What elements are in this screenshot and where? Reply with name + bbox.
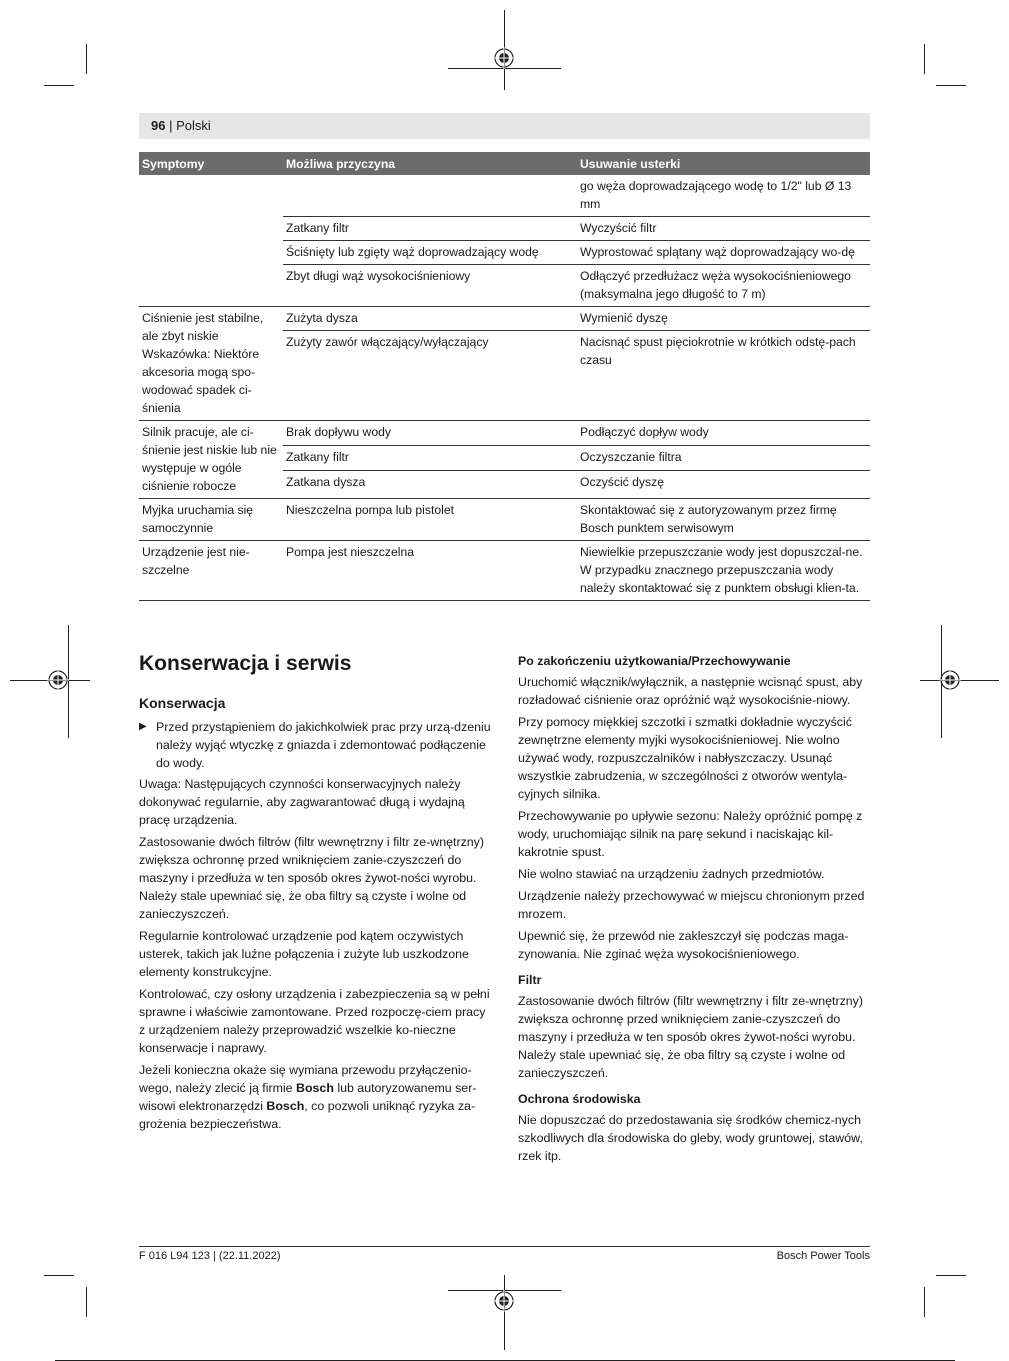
crop-mark: [86, 44, 87, 74]
crop-mark: [936, 85, 966, 86]
cause-cell: Zużyta dysza: [283, 307, 577, 331]
paragraph: Przy pomocy miękkiej szczotki i szmatki dokładnie wyczyścić zewnętrzne elementy myjki wysokociśnieniowej. Nie wolno używać wody, rozpuszczalników i nabłyszczaczy. Usunąć wszystkie zabrudzenia, w szczególności z otworów wentyla-cyjnych silnika.: [518, 715, 852, 801]
column-header-cause: Możliwa przyczyna: [283, 152, 577, 175]
symptom-cell: [139, 175, 283, 307]
fix-cell: Odłączyć przedłużacz węża wysokociśnieniowego (maksymalna jego długość to 7 m): [577, 265, 870, 307]
paragraph: Kontrolować, czy osłony urządzenia i zabezpieczenia są w pełni sprawne i właściwie zamontowane. Przed rozpoczę-ciem pracy z urządzeniem należy przeprowadzić wszelkie ko-nieczne konserwacje i naprawy.: [139, 987, 490, 1055]
registration-mark-icon: [47, 669, 69, 691]
table-row: [139, 307, 870, 331]
registration-mark-icon: [939, 669, 961, 691]
fix-cell: Nacisnąć spust pięciokrotnie w krótkich odstę-pach czasu: [577, 331, 870, 421]
page-footer: [139, 1246, 870, 1262]
crop-mark: [924, 1287, 925, 1317]
text-run: , co pozwoli uniknąć ryzyka za-grożenia bezpieczeństwa.: [139, 1099, 476, 1131]
left-column: [139, 694, 494, 1137]
warning-bullet: [139, 718, 494, 772]
paragraph: Należy stale upewniać się, że oba filtry są czyste i wolne od zanieczyszczeń.: [139, 889, 467, 921]
cause-cell: Zużyty zawór włączający/wyłączający: [283, 331, 577, 421]
paragraph: Regularnie kontrolować urządzenie pod kątem oczywistych usterek, takich jak luźne połączenia i zużyte lub uszkodzone elementy konstrukcyjne.: [139, 929, 469, 979]
brand-name: Bosch: [266, 1099, 305, 1113]
paragraph: Nie dopuszczać do przedostawania się środków chemicz-nych szkodliwych dla środowiska do gleby, wody gruntowej, stawów, rzek itp.: [518, 1113, 863, 1163]
crop-mark: [86, 1287, 87, 1317]
page-number: 96: [151, 118, 166, 133]
registration-mark-icon: [493, 47, 515, 69]
table-row: [139, 541, 870, 601]
cause-cell: Zatkana dysza: [283, 471, 577, 499]
heading-environment: Ochrona środowiska: [518, 1092, 641, 1106]
subsection-title: Konserwacja: [139, 695, 226, 711]
cause-cell: Zbyt długi wąż wysokociśnieniowy: [283, 265, 577, 307]
paragraph: Należy stale upewniać się, że oba filtry są czyste i wolne od zanieczyszczeń.: [518, 1048, 846, 1080]
registration-mark-icon: [493, 1290, 515, 1312]
paragraph: Uwaga: Następujących czynności konserwacyjnych należy dokonywać regularnie, aby zagwarantować długą i wydajną pracę urządzenia.: [139, 777, 465, 827]
fix-cell: Podłączyć dopływ wody: [577, 421, 870, 446]
fix-cell: Wyprostować splątany wąż doprowadzający wo-dę: [577, 241, 870, 265]
fix-cell: Skontaktować się z autoryzowanym przez firmę Bosch punktem serwisowym: [577, 499, 870, 541]
cause-cell: Zatkany filtr: [283, 217, 577, 241]
text-run: Jeżeli konieczna okaże się wymiana przewodu przyłączenio-wego, należy zlecić ją firmie: [139, 1063, 472, 1095]
brand-name: Bosch: [296, 1081, 334, 1095]
heading-filter: Filtr: [518, 973, 542, 987]
cause-cell: Nieszczelna pompa lub pistolet: [283, 499, 577, 541]
table-row: [139, 499, 870, 541]
fix-cell: Wymienić dyszę: [577, 307, 870, 331]
cause-cell: Zatkany filtr: [283, 446, 577, 471]
header-language: Polski: [176, 118, 211, 133]
symptom-cell: Silnik pracuje, ale ci-śnienie jest niskie lub nie występuje w ogóle ciśnienie robocze: [139, 421, 283, 499]
column-header-fix: Usuwanie usterki: [577, 152, 870, 175]
paragraph: Upewnić się, że przewód nie zakleszczył się podczas maga-zynowania. Nie zginać węża wysokociśnieniowego.: [518, 929, 849, 961]
column-header-symptoms: Symptomy: [139, 152, 283, 175]
table-header-row: [139, 152, 870, 175]
right-column: [518, 652, 870, 1169]
crop-mark: [924, 44, 925, 74]
page-header: [139, 113, 870, 139]
symptom-cell: Urządzenie jest nie-szczelne: [139, 541, 283, 601]
fix-cell: Oczyścić dyszę: [577, 471, 870, 499]
bullet-text: Przed przystąpieniem do jakichkolwiek prac przy urzą-dzeniu należy wyjąć wtyczkę z gniazda i zdemontować podłączenie do wody.: [156, 720, 491, 770]
triangle-bullet-icon: ▶: [139, 721, 147, 732]
fix-cell: go węża doprowadzającego wodę to 1/2" lub Ø 13 mm: [577, 175, 870, 217]
fix-cell: Niewielkie przepuszczanie wody jest dopuszczal-ne. W przypadku znacznego przepuszczania wody należy skontaktować się z punktem obsługi klien-ta.: [577, 541, 870, 601]
paragraph: Uruchomić włącznik/wyłącznik, a następnie wcisnąć spust, aby rozładować ciśnienie oraz opróżnić wąż wysokociśnie-niowy.: [518, 675, 863, 707]
paragraph: Nie wolno stawiać na urządzeniu żadnych przedmiotów.: [518, 867, 825, 881]
text-run: lub autoryzowanemu ser-wisowi elektronarzędzi: [139, 1081, 477, 1113]
publisher: Bosch Power Tools: [776, 1250, 870, 1262]
cause-cell: Brak dopływu wody: [283, 421, 577, 446]
symptom-cell: Myjka uruchamia się samoczynnie: [139, 499, 283, 541]
header-separator: |: [165, 118, 177, 133]
table-row: [139, 421, 870, 446]
fix-cell: Oczyszczanie filtra: [577, 446, 870, 471]
crop-mark: [504, 1275, 505, 1350]
document-code: F 016 L94 123 | (22.11.2022): [139, 1250, 281, 1262]
paragraph: Zastosowanie dwóch filtrów (filtr wewnętrzny i filtr ze-wnętrzny) zwiększa ochronnę przed wniknięciem zanie-czyszczeń do maszyny i przedłuża w ten sposób okres żywot-ności wyrobu.: [139, 835, 484, 885]
crop-mark: [44, 85, 74, 86]
paragraph: Przechowywanie po upływie sezonu: Należy opróżnić pompę z wody, uruchomiając silnik na parę sekund i naciskając kil-kakrotnie spust.: [518, 809, 863, 859]
paragraph: Zastosowanie dwóch filtrów (filtr wewnętrzny i filtr ze-wnętrzny) zwiększa ochronnę przed wniknięciem zanie-czyszczeń do maszyny i przedłuża w ten sposób okres żywot-ności wyrobu.: [518, 994, 863, 1044]
paragraph: Urządzenie należy przechowywać w miejscu chronionym przed mrozem.: [518, 889, 865, 921]
heading-storage: Po zakończeniu użytkowania/Przechowywanie: [518, 654, 791, 668]
cause-cell: Pompa jest nieszczelna: [283, 541, 577, 601]
paragraph: [139, 1061, 494, 1133]
symptom-cell: Ciśnienie jest stabilne, ale zbyt niskie Wskazówka: Niektóre akcesoria mogą spo-wodować spadek ci-śnienia: [139, 307, 283, 421]
fix-cell: Wyczyścić filtr: [577, 217, 870, 241]
section-title: Konserwacja i serwis: [139, 652, 352, 675]
cause-cell: Ściśnięty lub zgięty wąż doprowadzający wodę: [283, 241, 577, 265]
table-row: [139, 175, 870, 217]
crop-mark: [936, 1275, 966, 1276]
cause-cell: [283, 175, 577, 217]
troubleshooting-table: [139, 152, 870, 601]
crop-mark: [44, 1275, 74, 1276]
